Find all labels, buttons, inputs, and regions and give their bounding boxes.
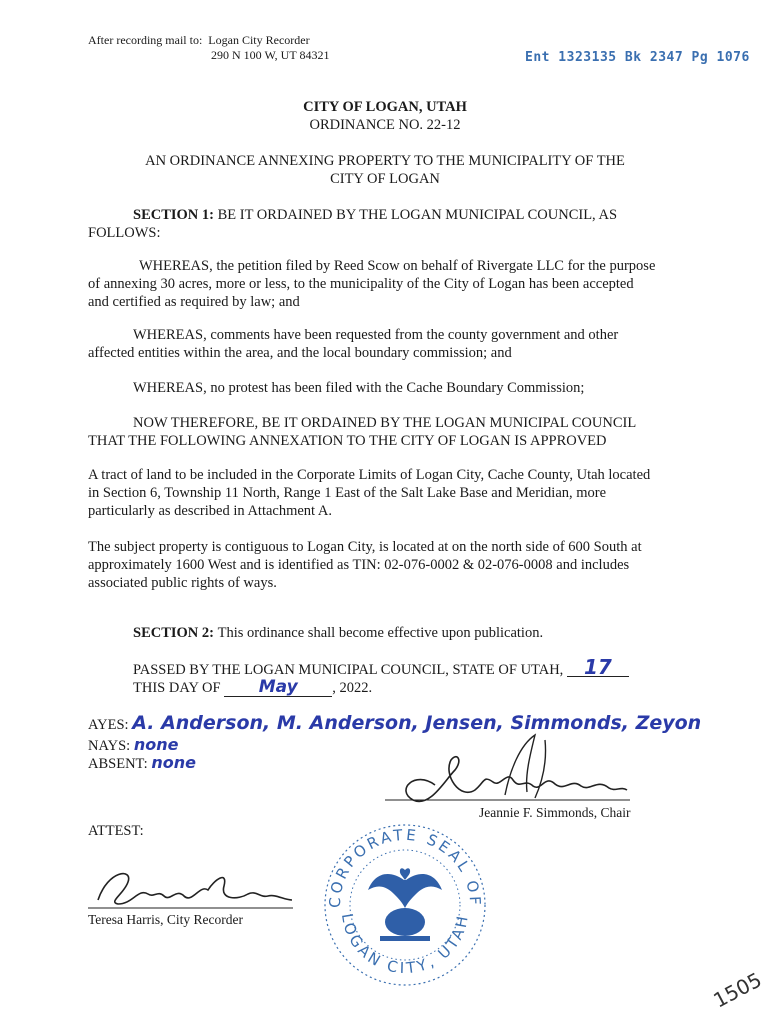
tract-line2: in Section 6, Township 11 North, Range 1 East of the Salt Lake Base and Meridian, more — [88, 485, 607, 501]
whereas1-line1: WHEREAS, the petition filed by Reed Scow on behalf of Rivergate LLC for the purpose — [139, 258, 656, 274]
passed-line2: THIS DAY OF May , 2022. — [133, 677, 373, 697]
section1-line2: FOLLOWS: — [88, 225, 161, 241]
ayes-names: A. Anderson, M. Anderson, Jensen, Simmonds, Zeyon — [132, 712, 702, 734]
chair-signature — [385, 730, 645, 810]
entry-stamp: Ent 1323135 Bk 2347 Pg 1076 — [525, 50, 750, 65]
whereas1-line3: and certified as required by law; and — [88, 294, 300, 310]
whereas2-line2: affected entities within the area, and the local boundary commission; and — [88, 345, 512, 361]
tract-line1: A tract of land to be included in the Corporate Limits of Logan City, Cache County, Utah located — [88, 467, 651, 483]
chair-name: Jeannie F. Simmonds, Chair — [479, 805, 631, 820]
whereas2-line1: WHEREAS, comments have been requested from the county government and other — [133, 327, 619, 343]
recording-address: 290 N 100 W, UT 84321 — [211, 48, 330, 62]
section1-heading: SECTION 1: BE IT ORDAINED BY THE LOGAN MUNICIPAL COUNCIL, AS — [133, 207, 618, 223]
ayes-row: AYES: A. Anderson, M. Anderson, Jensen, Simmonds, Zeyon — [88, 712, 702, 734]
section2: SECTION 2: This ordinance shall become effective upon publication. — [133, 625, 544, 641]
eagle-icon — [368, 868, 442, 941]
passed-day: 17 — [567, 658, 629, 677]
property-line2: approximately 1600 West and is identified as TIN: 02-076-0002 & 02-076-0008 and includes — [88, 557, 630, 573]
recording-name: Logan City Recorder — [208, 33, 310, 47]
absent-row: ABSENT: none — [88, 753, 196, 772]
seal-top-text: CORPORATE SEAL OF — [325, 825, 485, 909]
now-therefore-line1: NOW THEREFORE, BE IT ORDAINED BY THE LOGAN MUNICIPAL COUNCIL — [133, 415, 637, 431]
ordinance-title-line2: CITY OF LOGAN — [330, 171, 440, 187]
nays-row: NAYS: none — [88, 735, 179, 754]
now-therefore-line2: THAT THE FOLLOWING ANNEXATION TO THE CITY OF LOGAN IS APPROVED — [88, 433, 607, 449]
corporate-seal — [320, 810, 490, 990]
absent-value: none — [151, 753, 196, 772]
property-line3: associated public rights of ways. — [88, 575, 277, 591]
ordinance-number: ORDINANCE NO. 22-12 — [309, 117, 461, 133]
tract-line3: particularly as described in Attachment A. — [88, 503, 333, 519]
seal-bottom-text: LOGAN CITY, UTAH — [337, 911, 473, 978]
property-line1: The subject property is contiguous to Logan City, is located at on the north side of 600 South at — [88, 539, 642, 555]
whereas3-line1: WHEREAS, no protest has been filed with the Cache Boundary Commission; — [133, 380, 585, 396]
passed-month: May — [224, 678, 332, 697]
attest-label: ATTEST: — [88, 823, 144, 839]
whereas1-line2: of annexing 30 acres, more or less, to the municipality of the City of Logan has been accepted — [88, 276, 634, 292]
margin-note: 1505 — [709, 967, 766, 1013]
ordinance-title-line1: AN ORDINANCE ANNEXING PROPERTY TO THE MUNICIPALITY OF THE — [145, 153, 625, 169]
city-title: CITY OF LOGAN, UTAH — [303, 99, 467, 115]
recording-label: After recording mail to: Logan City Recorder — [88, 33, 310, 47]
recorder-name: Teresa Harris, City Recorder — [88, 912, 243, 927]
recorder-signature — [88, 860, 298, 915]
nays-value: none — [133, 735, 179, 754]
passed-line1: PASSED BY THE LOGAN MUNICIPAL COUNCIL, STATE OF UTAH, 17 — [133, 658, 629, 679]
